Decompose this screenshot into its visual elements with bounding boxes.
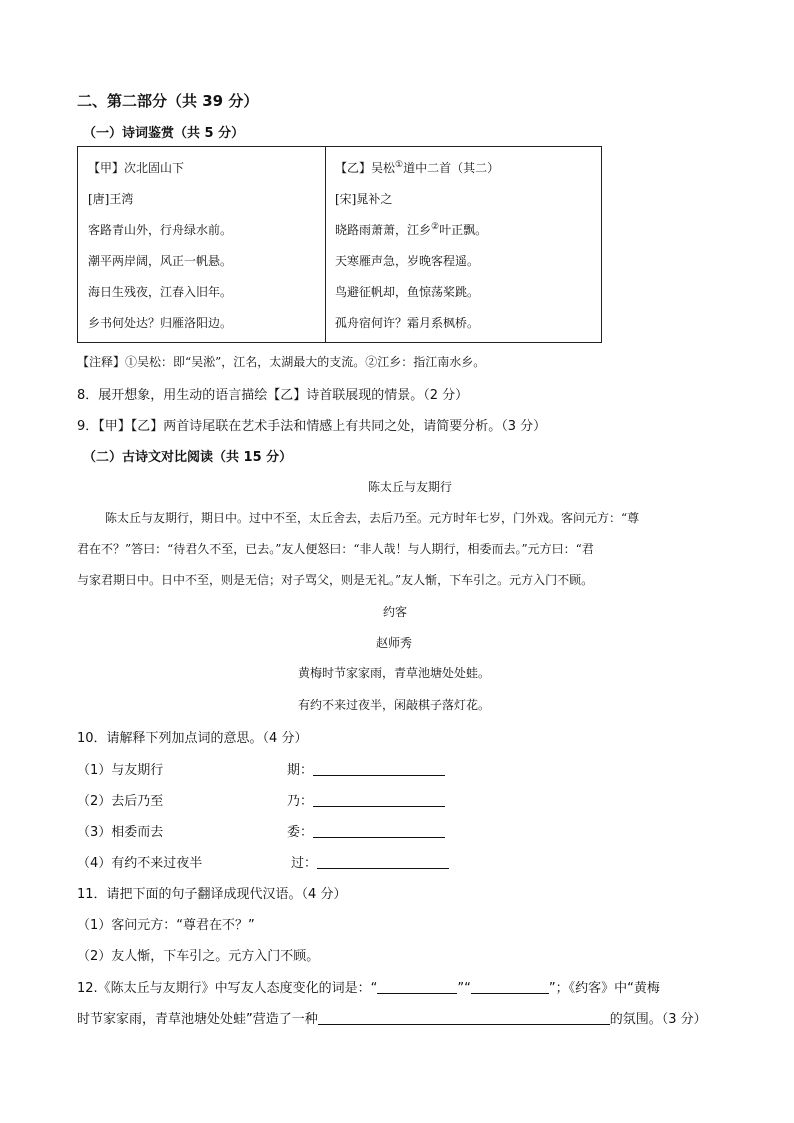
poem-b-line-3: 鸟避征帆却，鱼惊荡桨跳。 <box>335 285 480 299</box>
answer-blank-6[interactable] <box>471 979 549 994</box>
poem-a-line-3: 海日生残夜，江春入旧年。 <box>88 285 233 299</box>
answer-blank-4[interactable] <box>317 854 449 869</box>
q10-item-2-word: 乃： <box>287 790 445 809</box>
answer-blank-1[interactable] <box>313 761 445 776</box>
poem-b-line-4: 孤舟宿何许？霜月系枫桥。 <box>335 316 480 330</box>
poem-b-line-1: 晓路雨萧萧，江乡②叶正飘。 <box>335 222 488 237</box>
prose-line-2: 君在不？”答曰：“待君久不至，已去。”友人便怒曰：“非人哉！与人期行，相委而去。”元方曰：“君 <box>77 542 594 556</box>
poem-b-author: [宋]晁补之 <box>335 192 393 206</box>
q10-item-4-label: （4）有约不来过夜半 <box>77 856 203 871</box>
q10-item-3-label: （3）相委而去 <box>77 825 164 840</box>
poem-c-line-1: 黄梅时节家家雨，青草池塘处处蛙。 <box>298 666 491 680</box>
q10-item-1-word: 期： <box>287 759 445 778</box>
question-9: 9．【甲】【乙】两首诗尾联在艺术手法和情感上有共同之处，请简要分析。（3 分） <box>77 419 547 434</box>
answer-blank-3[interactable] <box>313 823 445 838</box>
part2-title: （二）古诗文对比阅读（共 15 分） <box>83 450 293 465</box>
part1-title: （一）诗词鉴赏（共 5 分） <box>83 126 245 141</box>
poem-a-line-1: 客路青山外，行舟绿水前。 <box>88 223 233 237</box>
q11-item-1: （1）客问元方：“尊君在不？” <box>77 918 255 933</box>
poem-a-line-2: 潮平两岸阔，风正一帆悬。 <box>88 254 233 268</box>
poem-a-line-4: 乡书何处达？归雁洛阳边。 <box>88 316 233 330</box>
note-mark-1: ① <box>395 160 404 170</box>
note-mark-2: ② <box>431 222 440 232</box>
poem-c-title: 约客 <box>383 605 408 619</box>
prose-title: 陈太丘与友期行 <box>368 480 453 494</box>
poem-c-line-2: 有约不来过夜半，闲敲棋子落灯花。 <box>298 698 491 712</box>
q10-item-2-label: （2）去后乃至 <box>77 794 164 809</box>
poem-b-title: 【乙】吴松①道中二首（其二） <box>335 160 500 175</box>
table-divider <box>325 147 326 342</box>
answer-blank-2[interactable] <box>313 792 445 807</box>
q10-item-4-word: 过： <box>291 852 449 871</box>
section-title: 二、第二部分（共 39 分） <box>77 92 259 110</box>
prose-line-3: 与家君期日中。日中不至，则是无信；对子骂父，则是无礼。”友人惭，下车引之。元方入门不顾。 <box>77 573 594 587</box>
answer-blank-7[interactable] <box>318 1010 610 1025</box>
question-10: 10．请解释下列加点词的意思。（4 分） <box>77 731 308 746</box>
poem-comparison-table <box>77 146 602 343</box>
poem-c-author: 赵师秀 <box>376 636 413 650</box>
question-12-line-1: 12.《陈太丘与友期行》中写友人态度变化的词是：“ ”“ ”；《约客》中“黄梅 <box>77 981 660 996</box>
poem-b-line-2: 天寒雁声急，岁晚客程遥。 <box>335 254 480 268</box>
question-12-line-2: 时节家家雨，青草池塘处处蛙”营造了一种 的氛围。（3 分） <box>77 1012 707 1027</box>
question-8: 8．展开想象，用生动的语言描绘【乙】诗首联展现的情景。（2 分） <box>77 388 469 403</box>
question-11: 11．请把下面的句子翻译成现代汉语。（4 分） <box>77 887 347 902</box>
q10-item-3-word: 委： <box>287 821 445 840</box>
answer-blank-5[interactable] <box>377 979 457 994</box>
q11-item-2: （2）友人惭，下车引之。元方入门不顾。 <box>77 949 320 964</box>
annotation-note: 【注释】①吴松：即“吴淞”，江名，太湖最大的支流。②江乡：指江南水乡。 <box>77 355 486 369</box>
prose-line-1: 陈太丘与友期行，期日中。过中不至，太丘舍去，去后乃至。元方时年七岁，门外戏。客问元方：“尊 <box>105 511 640 525</box>
poem-a-title: 【甲】次北固山下 <box>88 161 185 175</box>
poem-a-author: [唐]王湾 <box>88 192 134 206</box>
q10-item-1-label: （1）与友期行 <box>77 763 164 778</box>
